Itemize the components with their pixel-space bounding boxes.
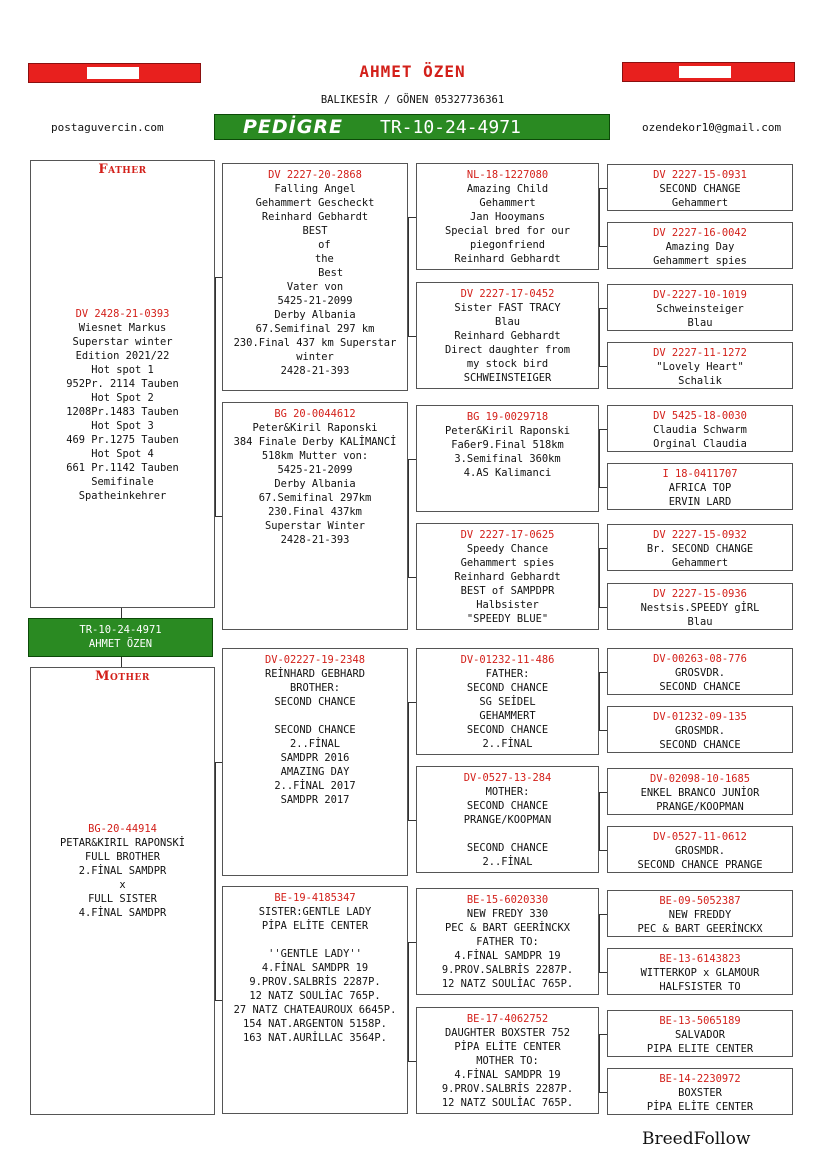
gg-grandparent-8-detail-line: Blau — [687, 616, 713, 628]
great-grandparent-6-detail-line: 2..FİNAL — [482, 856, 533, 868]
great-grandparent-5-detail-line: 2..FİNAL — [482, 738, 533, 750]
grandparent-3-detail-line — [226, 709, 404, 723]
grandparent-3-detail-line: SAMDPR 2016 — [280, 752, 350, 764]
connector-line — [599, 672, 600, 730]
grandparent-3-detail-line: SAMDPR 2017 — [280, 794, 350, 806]
gg-grandparent-11-detail-line: ENKEL BRANCO JUNİOR — [640, 787, 760, 799]
connector-line — [599, 914, 607, 915]
great-grandparent-3-detail-line: Peter&Kiril Raponski — [444, 425, 571, 437]
subject-ring: TR-10-24-4971 — [79, 624, 162, 636]
mother-heading: Mother — [95, 669, 150, 684]
grandparent-2-detail-line: 67.Semifinal 297km — [258, 492, 372, 504]
connector-line — [599, 972, 607, 973]
connector-line — [408, 820, 416, 821]
connector-line — [599, 429, 600, 487]
father-ring-id: DV 2428-21-0393 — [75, 308, 170, 320]
grandparent-2-detail-line: 2428-21-393 — [280, 534, 350, 546]
detail-line: FULL SISTER — [88, 893, 157, 905]
gg-grandparent-10-detail-line: GROSMDR. — [674, 725, 726, 737]
pedigree-banner — [214, 114, 610, 140]
gg-grandparent-9-detail-line: GROSVDR. — [674, 667, 726, 679]
gg-grandparent-2-ring-id: DV 2227-16-0042 — [653, 227, 747, 239]
great-grandparent-1-detail-line: Amazing Child — [466, 183, 549, 195]
great-grandparent-4-detail-line: Halbsister — [476, 599, 539, 611]
grandparent-1-detail-line: Gehammert Gescheckt — [255, 197, 375, 209]
grandparent-2-detail-line: 518km Mutter von: — [261, 450, 369, 462]
gg-grandparent-9-detail-line: SECOND CHANCE — [659, 681, 741, 693]
gg-grandparent-15-detail-line: SALVADOR — [674, 1029, 726, 1041]
banner-ring-number: TR-10-24-4971 — [380, 117, 521, 138]
grandparent-3-detail-line: 2..FİNAL 2017 — [274, 780, 356, 792]
detail-line: Hot Spot 3 — [91, 420, 154, 432]
grandparent-1-ring-id: DV 2227-20-2868 — [268, 169, 362, 181]
grandparent-4-ring-id: BE-19-4185347 — [274, 892, 356, 904]
connector-line — [599, 429, 607, 430]
connector-line — [215, 762, 222, 763]
grandparent-1-card[interactable] — [222, 163, 408, 391]
gg-grandparent-6-detail-line: AFRICA TOP — [668, 482, 732, 494]
gg-grandparent-3-detail-line: Schweinsteiger — [656, 303, 744, 315]
grandparent-1-detail-line: Reinhard Gebhardt — [261, 211, 369, 223]
grandparent-1-detail-line: Vater von — [286, 281, 344, 293]
gg-grandparent-3-card[interactable] — [607, 284, 793, 331]
gg-grandparent-7-detail-line: Gehammert — [671, 557, 729, 569]
detail-line: Semifinale — [91, 476, 154, 488]
great-grandparent-4-card[interactable] — [416, 523, 599, 630]
great-grandparent-2-detail-line: Direct daughter from — [444, 344, 571, 356]
gg-grandparent-5-ring-id: DV 5425-18-0030 — [653, 410, 747, 422]
great-grandparent-5-detail-line: GEHAMMERT — [479, 710, 536, 722]
great-grandparent-2-detail-line: my stock bird — [466, 358, 549, 370]
connector-line — [408, 942, 416, 943]
great-grandparent-1-ring-id: NL-18-1227080 — [466, 169, 549, 181]
connector-line — [599, 366, 607, 367]
connector-line — [408, 217, 416, 218]
gg-grandparent-16-card[interactable] — [607, 1068, 793, 1115]
great-grandparent-4-detail-line: Gehammert spies — [460, 557, 555, 569]
grandparent-3-detail-line: SECOND CHANCE — [274, 724, 356, 736]
great-grandparent-6-card[interactable] — [416, 766, 599, 873]
gg-grandparent-7-card[interactable] — [607, 524, 793, 571]
gg-grandparent-5-detail-line: Claudia Schwarm — [653, 424, 747, 436]
great-grandparent-1-detail-line: Reinhard Gebhardt — [454, 253, 561, 265]
connector-line — [599, 188, 600, 246]
connector-line — [599, 792, 600, 850]
great-grandparent-3-card[interactable] — [416, 405, 599, 512]
great-grandparent-8-detail-line: 12 NATZ SOULİAC 765P. — [441, 1097, 574, 1109]
owner-address: BALIKESİR / GÖNEN 05327736361 — [320, 94, 505, 106]
great-grandparent-7-ring-id: BE-15-6020330 — [466, 894, 549, 906]
great-grandparent-3-detail-line: Fa6er9.Final 518km — [451, 439, 564, 451]
father-details — [34, 321, 211, 503]
gg-grandparent-1-ring-id: DV 2227-15-0931 — [653, 169, 747, 181]
detail-line: Hot spot 1 — [91, 364, 154, 376]
great-grandparent-5-card[interactable] — [416, 648, 599, 755]
connector-line — [408, 702, 416, 703]
grandparent-4-detail-line: 154 NAT.ARGENTON 5158P. — [243, 1018, 387, 1030]
gg-grandparent-11-card[interactable] — [607, 768, 793, 815]
grandparent-1-detail-line: Best — [286, 267, 344, 279]
grandparent-3-ring-id: DV-02227-19-2348 — [264, 654, 366, 666]
great-grandparent-5-detail-line: FATHER: — [485, 668, 530, 680]
great-grandparent-6-detail-line: SECOND CHANCE — [466, 800, 549, 812]
grandparent-3-detail-line: REİNHARD GEBHARD — [264, 668, 366, 680]
gg-grandparent-7-detail-line: Br. SECOND CHANGE — [646, 543, 754, 555]
gg-grandparent-14-detail-line: HALFSISTER TO — [659, 981, 741, 993]
grandparent-2-detail-line: 5425-21-2099 — [277, 464, 353, 476]
detail-line: Hot Spot 4 — [91, 448, 154, 460]
grandparent-2-detail-line: Peter&Kiril Raponski — [252, 422, 378, 434]
gg-grandparent-3-detail-line: Blau — [687, 317, 713, 329]
detail-line: Hot Spot 2 — [91, 392, 154, 404]
connector-line — [215, 762, 216, 1000]
grandparent-2-detail-line: 384 Finale Derby KALİMANCİ — [233, 436, 397, 448]
detail-line: Edition 2021/22 — [75, 350, 170, 362]
connector-line — [599, 548, 600, 607]
great-grandparent-2-detail-line: SCHWEINSTEIGER — [463, 372, 552, 384]
gg-grandparent-12-detail-line: GROSMDR. — [674, 845, 726, 857]
connector-line — [599, 850, 607, 851]
great-grandparent-7-detail-line: 9.PROV.SALBRİS 2287P. — [441, 964, 574, 976]
connector-line — [408, 1061, 416, 1062]
great-grandparent-1-detail-line: piegonfriend — [469, 239, 546, 251]
great-grandparent-8-detail-line: 4.FİNAL SAMDPR 19 — [454, 1069, 561, 1081]
gg-grandparent-16-ring-id: BE-14-2230972 — [659, 1073, 741, 1085]
subject-pigeon-card[interactable] — [28, 618, 213, 657]
great-grandparent-2-detail-line: Sister FAST TRACY — [454, 302, 561, 314]
great-grandparent-1-card[interactable] — [416, 163, 599, 270]
gg-grandparent-11-ring-id: DV-02098-10-1685 — [649, 773, 751, 785]
great-grandparent-1-detail-line: Special bred for our — [444, 225, 571, 237]
grandparent-3-card[interactable] — [222, 648, 408, 876]
great-grandparent-8-ring-id: BE-17-4062752 — [466, 1013, 549, 1025]
great-grandparent-2-detail-line: Blau — [494, 316, 521, 328]
mother-details — [34, 836, 211, 920]
connector-line — [599, 672, 607, 673]
great-grandparent-3-detail-line: 3.Semifinal 360km — [454, 453, 561, 465]
great-grandparent-5-detail-line: SG SEİDEL — [479, 696, 536, 708]
gg-grandparent-7-ring-id: DV 2227-15-0932 — [653, 529, 747, 541]
gg-grandparent-13-card[interactable] — [607, 890, 793, 937]
great-grandparent-8-detail-line: MOTHER TO: — [476, 1055, 539, 1067]
connector-line — [599, 1034, 607, 1035]
detail-line: Superstar winter — [72, 336, 173, 348]
gg-grandparent-9-card[interactable] — [607, 648, 793, 695]
grandparent-4-detail-line — [226, 933, 404, 947]
great-grandparent-8-detail-line: 9.PROV.SALBRİS 2287P. — [441, 1083, 574, 1095]
connector-line — [121, 657, 122, 667]
grandparent-2-detail-line: 230.Final 437km — [268, 506, 362, 518]
detail-line: 1208Pr.1483 Tauben — [66, 406, 179, 418]
connector-line — [599, 730, 607, 731]
detail-line: x — [119, 879, 126, 891]
grandparent-1-detail-line: winter — [296, 351, 334, 363]
connector-line — [599, 308, 600, 366]
website-link[interactable]: postaguvercin.com — [51, 121, 164, 134]
gg-grandparent-16-detail-line: BOXSTER — [678, 1087, 722, 1099]
father-heading: Father — [98, 162, 147, 177]
grandparent-1-detail-line: 5425-21-2099 — [277, 295, 353, 307]
mother-card[interactable] — [30, 667, 215, 1115]
grandparent-4-detail-line: 12 NATZ SOULİAC 765P. — [249, 990, 381, 1002]
grandparent-1-detail-line: the — [296, 253, 334, 265]
gg-grandparent-15-card[interactable] — [607, 1010, 793, 1057]
email-link[interactable]: ozendekor10@gmail.com — [642, 121, 782, 134]
connector-line — [215, 516, 222, 517]
gg-grandparent-6-card[interactable] — [607, 463, 793, 510]
owner-name: AHMET ÖZEN — [359, 62, 466, 81]
gg-grandparent-2-detail-line: Gehammert spies — [653, 255, 747, 267]
gg-grandparent-6-ring-id: I 18-0411707 — [662, 468, 738, 480]
gg-grandparent-8-detail-line: Nestsis.SPEEDY gİRL — [640, 602, 760, 614]
gg-grandparent-4-detail-line: "Lovely Heart" — [656, 361, 744, 373]
great-grandparent-1-detail-line: Jan Hooymans — [469, 211, 546, 223]
great-grandparent-8-detail-line: PİPA ELİTE CENTER — [454, 1041, 561, 1053]
grandparent-2-card[interactable] — [222, 402, 408, 630]
connector-line — [599, 308, 607, 309]
subject-owner: AHMET ÖZEN — [88, 638, 153, 650]
connector-line — [599, 548, 607, 549]
connector-line — [408, 459, 416, 460]
great-grandparent-6-detail-line: PRANGE/KOOPMAN — [463, 814, 552, 826]
grandparent-4-detail-line: 4.FİNAL SAMDPR 19 — [261, 962, 369, 974]
grandparent-1-detail-line: 230.Final 437 km Superstar — [233, 337, 397, 349]
gg-grandparent-11-detail-line: PRANGE/KOOPMAN — [656, 801, 744, 813]
great-grandparent-4-detail-line: BEST of SAMPDPR — [460, 585, 555, 597]
great-grandparent-4-detail-line: "SPEEDY BLUE" — [466, 613, 549, 625]
gg-grandparent-16-detail-line: PİPA ELİTE CENTER — [646, 1101, 754, 1113]
gg-grandparent-14-card[interactable] — [607, 948, 793, 995]
grandparent-4-detail-line: SISTER:GENTLE LADY — [258, 906, 372, 918]
great-grandparent-3-ring-id: BG 19-0029718 — [466, 411, 549, 423]
connector-line — [215, 1000, 222, 1001]
connector-line — [599, 246, 607, 247]
gg-grandparent-13-ring-id: BE-09-5052387 — [659, 895, 741, 907]
connector-line — [599, 607, 607, 608]
gg-grandparent-12-card[interactable] — [607, 826, 793, 873]
connector-line — [215, 277, 222, 278]
gg-grandparent-4-ring-id: DV 2227-11-1272 — [653, 347, 747, 359]
gg-grandparent-13-detail-line: NEW FREDDY — [668, 909, 732, 921]
great-grandparent-4-ring-id: DV 2227-17-0625 — [460, 529, 555, 541]
gg-grandparent-10-card[interactable] — [607, 706, 793, 753]
gg-grandparent-15-ring-id: BE-13-5065189 — [659, 1015, 741, 1027]
grandparent-3-detail-line: AMAZING DAY — [280, 766, 350, 778]
great-grandparent-6-detail-line — [420, 827, 595, 841]
connector-line — [599, 487, 607, 488]
grandparent-2-detail-line: Derby Albania — [274, 478, 356, 490]
detail-line: Wiesnet Markus — [78, 322, 167, 334]
gg-grandparent-2-card[interactable] — [607, 222, 793, 269]
grandparent-1-detail-line: 2428-21-393 — [280, 365, 350, 377]
great-grandparent-6-detail-line: MOTHER: — [485, 786, 530, 798]
connector-line — [121, 608, 122, 618]
detail-line: 952Pr. 2114 Tauben — [66, 378, 179, 390]
great-grandparent-7-detail-line: FATHER TO: — [476, 936, 539, 948]
great-grandparent-3-detail-line: 4.AS Kalimanci — [463, 467, 552, 479]
grandparent-4-detail-line: 163 NAT.AURİLLAC 3564P. — [243, 1032, 387, 1044]
great-grandparent-1-detail-line: Gehammert — [479, 197, 536, 209]
mother-ring-id: BG-20-44914 — [88, 823, 157, 835]
pedigree-label: PEDİGRE — [243, 116, 343, 138]
great-grandparent-7-detail-line: 12 NATZ SOULİAC 765P. — [441, 978, 574, 990]
gg-grandparent-12-detail-line: SECOND CHANCE PRANGE — [637, 859, 763, 871]
connector-line — [599, 1092, 607, 1093]
grandparent-1-detail-line: BEST — [302, 225, 328, 237]
detail-line: FULL BROTHER — [84, 851, 161, 863]
gg-grandparent-4-card[interactable] — [607, 342, 793, 389]
connector-line — [408, 217, 409, 336]
great-grandparent-8-detail-line: DAUGHTER BOXSTER 752 — [444, 1027, 571, 1039]
grandparent-2-ring-id: BG 20-0044612 — [274, 408, 356, 420]
great-grandparent-7-card[interactable] — [416, 888, 599, 995]
breedfollow-brand: BreedFollow — [642, 1129, 751, 1149]
detail-line: PETAR&KIRIL RAPONSKİ — [59, 837, 186, 849]
grandparent-4-detail-line: 9.PROV.SALBRİS 2287P. — [249, 976, 381, 988]
gg-grandparent-6-detail-line: ERVIN LARD — [668, 496, 732, 508]
grandparent-1-detail-line: of — [299, 239, 331, 251]
connector-line — [215, 277, 216, 517]
detail-line: 2.FİNAL SAMDPR — [78, 865, 167, 877]
detail-line: 661 Pr.1142 Tauben — [66, 462, 179, 474]
grandparent-3-detail-line: SECOND CHANCE — [274, 696, 356, 708]
gg-grandparent-8-ring-id: DV 2227-15-0936 — [653, 588, 747, 600]
grandparent-4-detail-line: ''GENTLE LADY'' — [268, 948, 362, 960]
connector-line — [599, 188, 607, 189]
gg-grandparent-3-ring-id: DV-2227-10-1019 — [653, 289, 747, 301]
grandparent-1-detail-line: 67.Semifinal 297 km — [255, 323, 375, 335]
gg-grandparent-2-detail-line: Amazing Day — [665, 241, 735, 253]
gg-grandparent-13-detail-line: PEC & BART GEERİNCKX — [637, 923, 763, 935]
gg-grandparent-1-detail-line: SECOND CHANGE — [659, 183, 741, 195]
great-grandparent-6-detail-line: SECOND CHANCE — [466, 842, 549, 854]
grandparent-4-detail-line: 27 NATZ CHATEAUROUX 6645P. — [233, 1004, 397, 1016]
gg-grandparent-14-ring-id: BE-13-6143823 — [659, 953, 741, 965]
gg-grandparent-1-detail-line: Gehammert — [671, 197, 729, 209]
father-card[interactable] — [30, 160, 215, 608]
gg-grandparent-10-ring-id: DV-01232-09-135 — [653, 711, 747, 723]
great-grandparent-5-ring-id: DV-01232-11-486 — [460, 654, 555, 666]
grandparent-2-detail-line: Superstar Winter — [264, 520, 366, 532]
gg-grandparent-8-card[interactable] — [607, 583, 793, 630]
great-grandparent-2-detail-line: Reinhard Gebhardt — [454, 330, 561, 342]
gg-grandparent-12-ring-id: DV-0527-11-0612 — [653, 831, 747, 843]
connector-line — [408, 942, 409, 1061]
grandparent-3-detail-line: BROTHER: — [289, 682, 341, 694]
grandparent-1-detail-line: Falling Angel — [274, 183, 356, 195]
great-grandparent-5-detail-line: SECOND CHANCE — [466, 682, 549, 694]
gg-grandparent-4-detail-line: Schalik — [678, 375, 722, 387]
grandparent-4-detail-line: PİPA ELİTE CENTER — [261, 920, 369, 932]
great-grandparent-7-detail-line: NEW FREDY 330 — [466, 908, 549, 920]
connector-line — [408, 702, 409, 820]
great-grandparent-6-ring-id: DV-0527-13-284 — [463, 772, 552, 784]
gg-grandparent-5-detail-line: Orginal Claudia — [653, 438, 747, 450]
gg-grandparent-15-detail-line: PIPA ELITE CENTER — [646, 1043, 754, 1055]
connector-line — [408, 336, 416, 337]
connector-line — [599, 1034, 600, 1092]
detail-line: 469 Pr.1275 Tauben — [66, 434, 179, 446]
connector-line — [408, 459, 409, 577]
great-grandparent-2-ring-id: DV 2227-17-0452 — [460, 288, 555, 300]
great-grandparent-7-detail-line: PEC & BART GEERİNCKX — [444, 922, 571, 934]
gg-grandparent-14-detail-line: WITTERKOP x GLAMOUR — [640, 967, 760, 979]
great-grandparent-2-card[interactable] — [416, 282, 599, 389]
gg-grandparent-1-card[interactable] — [607, 164, 793, 211]
connector-line — [408, 577, 416, 578]
gg-grandparent-5-card[interactable] — [607, 405, 793, 452]
grandparent-3-detail-line: 2..FİNAL — [289, 738, 341, 750]
gg-grandparent-9-ring-id: DV-00263-08-776 — [653, 653, 747, 665]
great-grandparent-4-detail-line: Speedy Chance — [466, 543, 549, 555]
great-grandparent-8-card[interactable] — [416, 1007, 599, 1114]
detail-line: 4.FİNAL SAMDPR — [78, 907, 167, 919]
connector-line — [599, 914, 600, 972]
grandparent-4-card[interactable] — [222, 886, 408, 1114]
gg-grandparent-10-detail-line: SECOND CHANCE — [659, 739, 741, 751]
detail-line: Spatheinkehrer — [78, 490, 167, 502]
connector-line — [599, 792, 607, 793]
great-grandparent-7-detail-line: 4.FİNAL SAMDPR 19 — [454, 950, 561, 962]
grandparent-1-detail-line: Derby Albania — [274, 309, 356, 321]
great-grandparent-5-detail-line: SECOND CHANCE — [466, 724, 549, 736]
great-grandparent-4-detail-line: Reinhard Gebhardt — [454, 571, 561, 583]
